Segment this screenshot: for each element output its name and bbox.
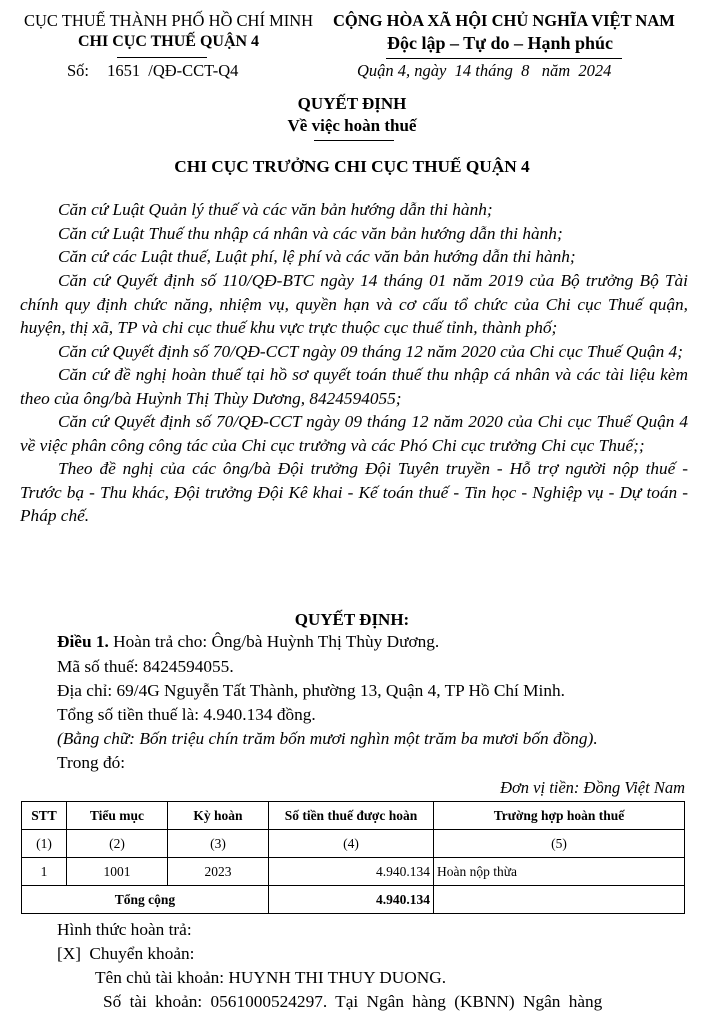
table-total-row <box>22 886 685 914</box>
address: Địa chỉ: 69/4G Nguyễn Tất Thành, phường 13, Quận 4, TP Hồ Chí Minh. <box>57 681 565 700</box>
table-index-row <box>22 830 685 858</box>
country-name: CỘNG HÒA XÃ HỘI CHỦ NGHĨA VIỆT NAM <box>333 11 675 30</box>
total-value: 4.940.134 <box>269 886 434 914</box>
account-number: Số tài khoản: 0561000524297. Tại Ngân hàng (KBNN) Ngân hàng <box>103 992 603 1011</box>
tax-code: Mã số thuế: 8424594055. <box>57 657 234 676</box>
table-cell: 2023 <box>168 858 269 886</box>
refund-recipient: Hoàn trả cho: Ông/bà Huỳnh Thị Thùy Dương. <box>113 632 440 651</box>
table-cell: (2) <box>67 830 168 858</box>
currency-unit: Đơn vị tiền: Đồng Việt Nam <box>500 778 685 797</box>
table-header-row <box>22 802 685 830</box>
issue-date: Quận 4, ngày 14 tháng 8 năm 2024 <box>357 61 612 80</box>
article-label: Điều 1. <box>57 632 109 651</box>
table-cell: (4) <box>269 830 434 858</box>
transfer-label: Chuyển khoản: <box>89 944 195 963</box>
article-1-refund-to <box>57 632 439 652</box>
table-header: Trường hợp hoàn thuế <box>434 802 685 830</box>
table-cell: 1 <box>22 858 67 886</box>
table-row <box>22 858 685 886</box>
basis-item: Căn cứ đề nghị hoàn thuế tại hồ sơ quyết toán thuế thu nhập cá nhân và các tài liệu kèm theo của ông/bà Huỳnh Thị Thùy Dương, 8424594055; <box>20 365 688 408</box>
basis-item: Căn cứ Quyết định số 70/QĐ-CCT ngày 09 tháng 12 năm 2020 của Chi cục Thuế Quận 4; <box>58 341 683 361</box>
table-cell: (1) <box>22 830 67 858</box>
legal-bases <box>20 269 688 528</box>
basis-item: Căn cứ Luật Thuế thu nhập cá nhân và các văn bản hướng dẫn thi hành; <box>58 223 563 243</box>
subject-underline <box>314 140 394 141</box>
payment-method-label: Hình thức hoàn trả: <box>57 920 192 939</box>
decision-number <box>67 61 238 81</box>
issuer-title: CHI CỤC TRƯỞNG CHI CỤC THUẾ QUẬN 4 <box>174 157 530 176</box>
basis-item: Căn cứ các Luật thuế, Luật phí, lệ phí và các văn bản hướng dẫn thi hành; <box>58 247 576 266</box>
agency-name: CHI CỤC THUẾ QUẬN 4 <box>78 33 260 50</box>
basis-item: Căn cứ Quyết định số 70/QĐ-CCT ngày 09 tháng 12 năm 2020 của Chi cục Thuế Quận 4 về việc phân công công tác của Chi cục trưởng và các Phó Chi cục trưởng Chi cục Thuế;; <box>20 412 688 455</box>
table-cell: 4.940.134 <box>269 858 434 886</box>
number-suffix: /QĐ-CCT-Q4 <box>148 61 239 80</box>
decision-heading: QUYẾT ĐỊNH: <box>294 610 410 629</box>
table-header: STT <box>22 802 67 830</box>
refund-table <box>21 801 685 914</box>
motto: Độc lập – Tự do – Hạnh phúc <box>387 33 614 53</box>
table-cell: (3) <box>168 830 269 858</box>
agency-underline <box>117 57 207 58</box>
table-cell: Hoàn nộp thừa <box>434 858 685 886</box>
doc-type: QUYẾT ĐỊNH <box>297 94 407 113</box>
total-label: Tổng cộng <box>22 886 269 914</box>
agency-parent: CỤC THUẾ THÀNH PHỐ HỒ CHÍ MINH <box>24 11 314 30</box>
total-amount: Tổng số tiền thuế là: 4.940.134 đồng. <box>57 705 316 724</box>
table-header: Số tiền thuế được hoàn <box>269 802 434 830</box>
amount-in-words: (Bằng chữ: Bốn triệu chín trăm bốn mươi nghìn một trăm ba mươi bốn đồng). <box>57 729 598 748</box>
table-header: Kỳ hoàn <box>168 802 269 830</box>
number-label: Số: <box>67 61 90 80</box>
motto-underline <box>386 58 622 59</box>
transfer-checkbox: [X] <box>57 944 81 963</box>
doc-subject: Về việc hoàn thuế <box>287 116 417 135</box>
table-cell <box>434 886 685 914</box>
basis-item: Căn cứ Luật Quản lý thuế và các văn bản hướng dẫn thi hành; <box>58 200 493 219</box>
of-which: Trong đó: <box>57 753 126 772</box>
table-cell: (5) <box>434 830 685 858</box>
table-header: Tiểu mục <box>67 802 168 830</box>
number-value: 1651 <box>107 61 141 80</box>
legal-bases-simple <box>20 198 688 269</box>
table-cell: 1001 <box>67 858 168 886</box>
payment-method <box>57 944 194 964</box>
basis-item: Theo đề nghị của các ông/bà Đội trưởng Đội Tuyên truyền - Hỗ trợ người nộp thuế - Trước bạ - Thu khác, Đội trưởng Đội Kê khai - Kế toán thuế - Tin học - Nghiệp vụ - Dự toán - Pháp chế. <box>20 459 688 525</box>
basis-item: Căn cứ Quyết định số 110/QĐ-BTC ngày 14 tháng 01 năm 2019 của Bộ trưởng Bộ Tài chính quy định chức năng, nhiệm vụ, quyền hạn và cơ cấu tổ chức của Chi cục Thuế quận, huyện, thị xã, TP và chi cục thuế khu vực trực thuộc cục thuế tỉnh, thành phố; <box>20 271 688 337</box>
account-holder: Tên chủ tài khoản: HUYNH THI THUY DUONG. <box>95 968 447 987</box>
